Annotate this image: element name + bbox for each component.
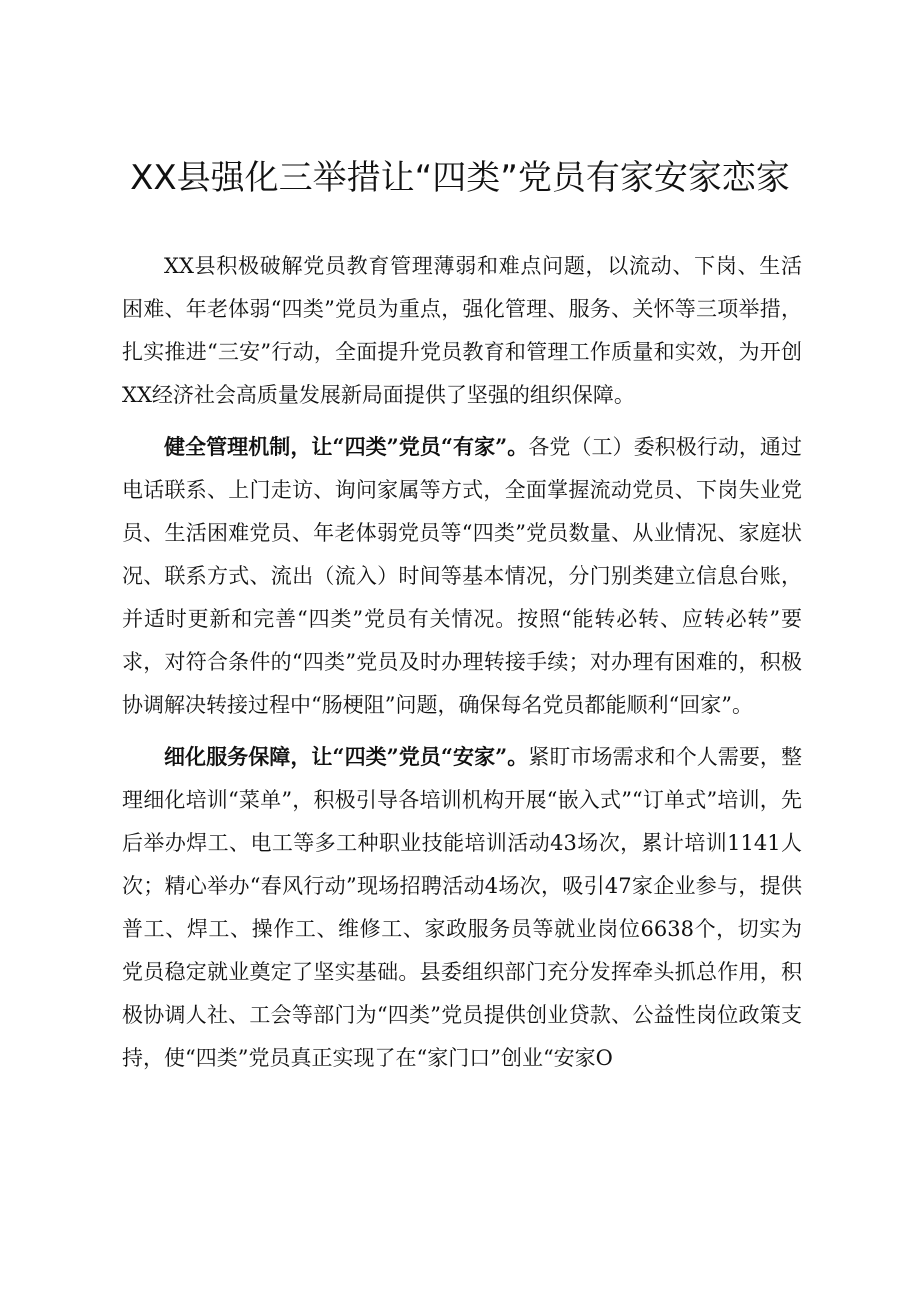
section-lead-service: 细化服务保障，让“四类”党员“安家”。 bbox=[164, 744, 529, 769]
section-paragraph-service bbox=[122, 735, 802, 1080]
section-paragraph-management bbox=[122, 425, 802, 727]
intro-paragraph: XX县积极破解党员教育管理薄弱和难点问题，以流动、下岗、生活困难、年老体弱“四类”党员为重点，强化管理、服务、关怀等三项举措，扎实推进“三安”行动，全面提升党员教育和管理工作质量和实效，为开创XX经济社会高质量发展新局面提供了坚强的组织保障。 bbox=[122, 254, 802, 407]
section-lead-management: 健全管理机制，让“四类”党员“有家”。 bbox=[164, 434, 529, 459]
section-text-management: 各党（工）委积极行动，通过电话联系、上门走访、询问家属等方式，全面掌握流动党员、下岗失业党员、生活困难党员、年老体弱党员等“四类”党员数量、从业情况、家庭状况、联系方式、流出（流入）时间等基本情况，分门别类建立信息台账，并适时更新和完善“四类”党员有关情况。按照“能转必转、应转必转”要求，对符合条件的“四类”党员及时办理转接手续；对办理有困难的，积极协调解决转接过程中“肠梗阻”问题，确保每名党员都能顺利“回家”。 bbox=[122, 435, 802, 717]
section-text-service: 紧盯市场需求和个人需要，整理细化培训“菜单”，积极引导各培训机构开展“嵌入式”“订单式”培训，先后举办焊工、电工等多工种职业技能培训活动43场次，累计培训1141人次；精心举办“春风行动”现场招聘活动4场次，吸引47家企业参与，提供普工、焊工、操作工、维修工、家政服务员等就业岗位6638个，切实为党员稳定就业奠定了坚实基础。县委组织部门充分发挥牵头抓总作用，积极协调人社、工会等部门为“四类”党员提供创业贷款、公益性岗位政策支持，使“四类”党员真正实现了在“家门口”创业“安家O bbox=[122, 745, 802, 1070]
document-body bbox=[122, 245, 802, 1088]
document-title: XX县强化三举措让“四类”党员有家安家恋家 bbox=[130, 158, 790, 198]
